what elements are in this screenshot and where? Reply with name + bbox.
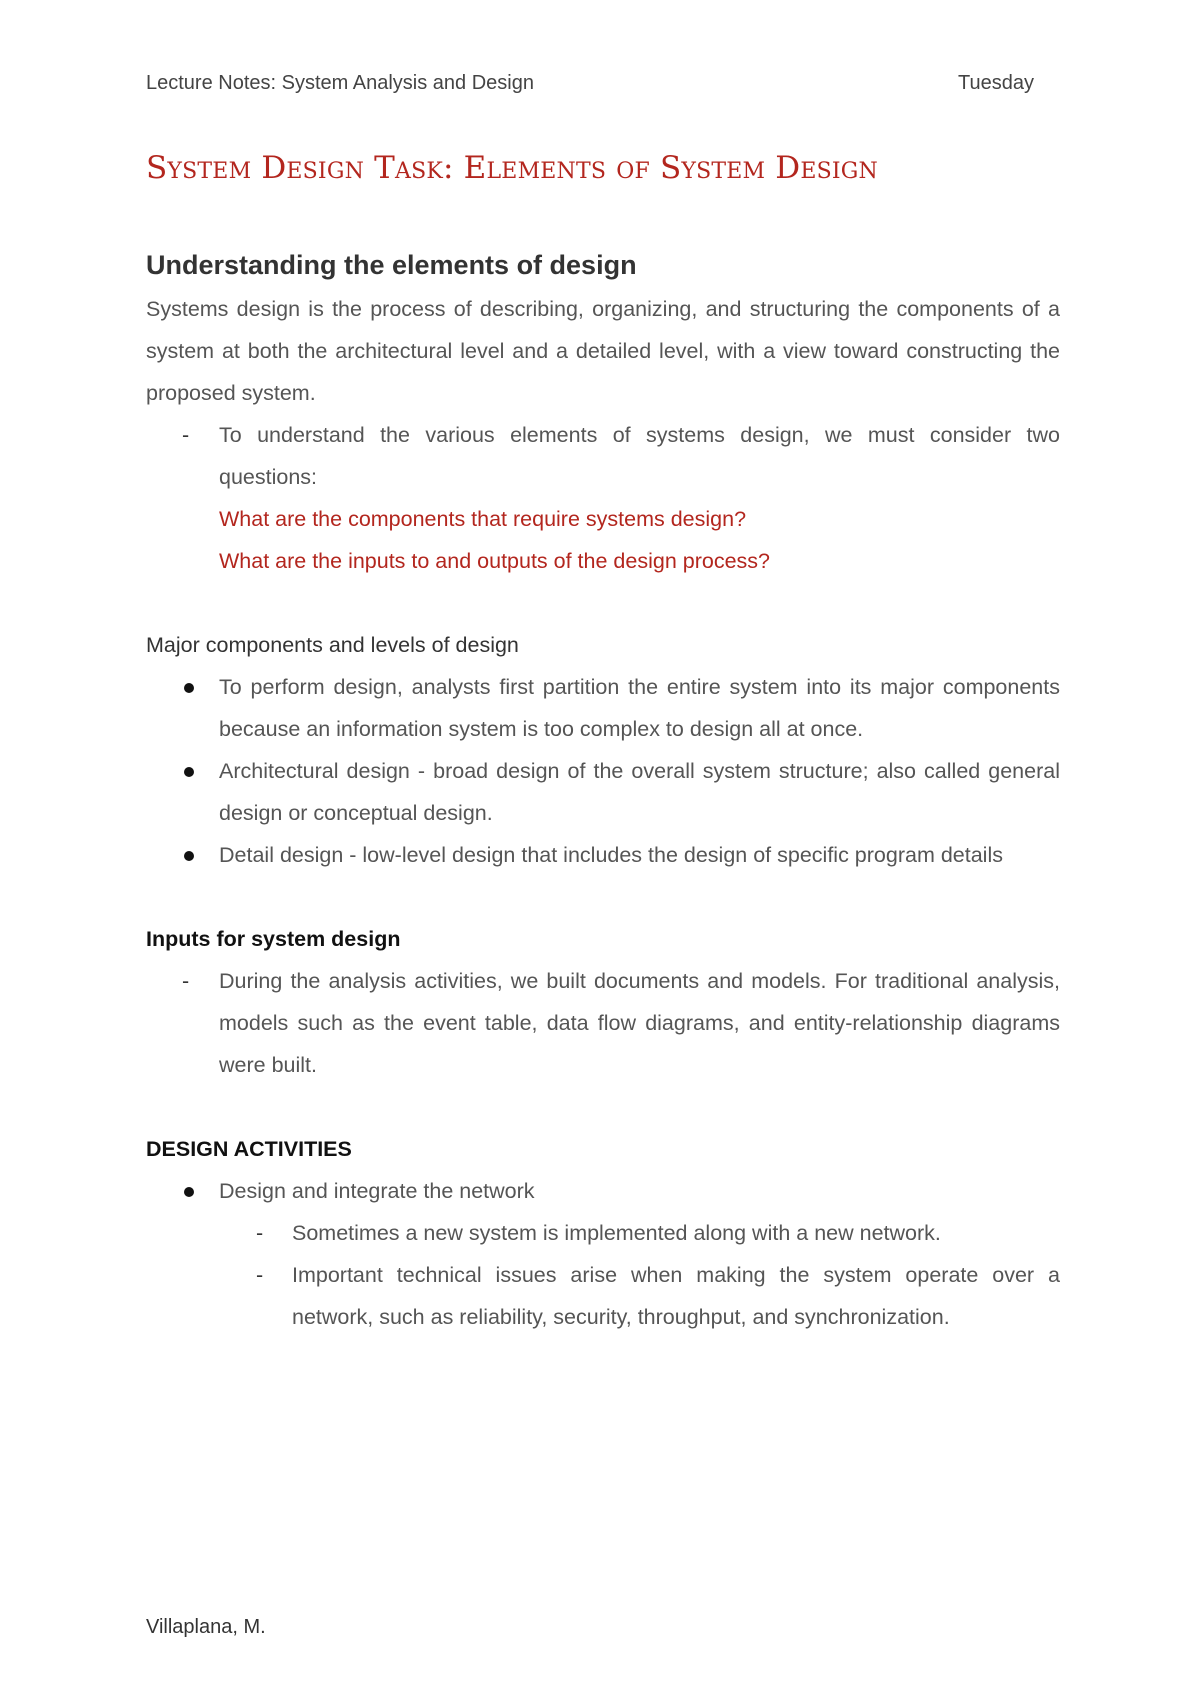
- list-item: To perform design, analysts first partition the entire system into its major components because an information system is too complex to design all at once.: [146, 666, 1060, 750]
- section-heading-components: Major components and levels of design: [146, 633, 519, 657]
- intro-paragraph: Systems design is the process of describing, organizing, and structuring the components of a system at both the architectural level and a detailed level, with a view toward constructing the proposed system.: [146, 297, 1060, 405]
- bullet-icon: [184, 851, 194, 861]
- header-day: Tuesday: [958, 72, 1034, 94]
- bullet-icon: [184, 683, 194, 693]
- document-title: System Design Task: Elements of System Design: [146, 150, 879, 186]
- bullet-icon: [184, 767, 194, 777]
- section-heading-elements: Understanding the elements of design: [146, 250, 637, 280]
- dash-marker: -: [256, 1263, 264, 1287]
- elements-list: [146, 414, 1060, 498]
- bullet-icon: [184, 1187, 194, 1197]
- components-list: [146, 666, 1060, 876]
- list-item: - During the analysis activities, we built documents and models. For traditional analysis, models such as the event table, data flow diagrams, and entity-relationship diagrams were built.: [146, 960, 1060, 1086]
- list-item: - Important technical issues arise when making the system operate over a network, such as reliability, security, throughput, and synchronization.: [219, 1254, 1060, 1338]
- header-course: Lecture Notes: System Analysis and Design: [146, 72, 534, 94]
- list-item: Architectural design - broad design of the overall system structure; also called general design or conceptual design.: [146, 750, 1060, 834]
- dash-marker: -: [182, 423, 190, 447]
- list-item: Detail design - low-level design that includes the design of specific program details: [146, 834, 1060, 876]
- section-heading-design-activities: DESIGN ACTIVITIES: [146, 1137, 352, 1161]
- list-item: - To understand the various elements of systems design, we must consider two questions:: [146, 414, 1060, 498]
- list-item: Design and integrate the network - Sometimes a new system is implemented along with a new network. - Important technical issues arise when making the system operate over a network, such as reliability, security, throughput, and synchronization.: [146, 1170, 1060, 1338]
- page-header: [146, 72, 1034, 95]
- inputs-list: [146, 960, 1060, 1086]
- page-footer-author: Villaplana, M.: [146, 1616, 266, 1638]
- section-heading-inputs: Inputs for system design: [146, 927, 401, 951]
- document-body: [146, 244, 1060, 1338]
- question-1: What are the components that require systems design?: [219, 507, 747, 531]
- dash-marker: -: [256, 1221, 264, 1245]
- activities-list: [146, 1170, 1060, 1338]
- activities-sublist: [219, 1212, 1060, 1338]
- dash-marker: -: [182, 969, 190, 993]
- question-2: What are the inputs to and outputs of the design process?: [219, 549, 770, 573]
- list-item: - Sometimes a new system is implemented along with a new network.: [219, 1212, 1060, 1254]
